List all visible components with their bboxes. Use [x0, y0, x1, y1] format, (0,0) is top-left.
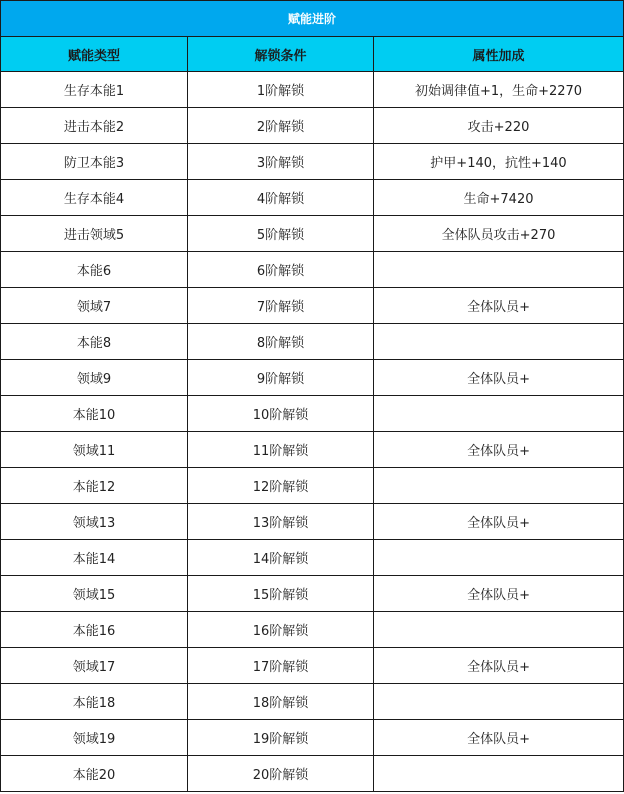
- cell-type: 领域19: [1, 720, 188, 756]
- cell-type: 本能6: [1, 252, 188, 288]
- table-row: [1, 360, 624, 396]
- table-row: [1, 576, 624, 612]
- cell-type: 领域13: [1, 504, 188, 540]
- cell-bonus: 全体队员+: [374, 288, 624, 324]
- table-title-row: [1, 1, 624, 37]
- cell-type: 领域7: [1, 288, 188, 324]
- cell-bonus: [374, 540, 624, 576]
- cell-bonus: 生命+7420: [374, 180, 624, 216]
- cell-type: 本能16: [1, 612, 188, 648]
- cell-type: 生存本能4: [1, 180, 188, 216]
- cell-bonus: 全体队员+: [374, 576, 624, 612]
- table-row: [1, 504, 624, 540]
- table-row: [1, 216, 624, 252]
- cell-bonus: 全体队员攻击+270: [374, 216, 624, 252]
- table-row: [1, 288, 624, 324]
- cell-unlock: 5阶解锁: [188, 216, 374, 252]
- table-row: [1, 144, 624, 180]
- table-row: [1, 684, 624, 720]
- cell-type: 领域15: [1, 576, 188, 612]
- cell-type: 本能20: [1, 756, 188, 792]
- table-row: [1, 432, 624, 468]
- cell-bonus: [374, 684, 624, 720]
- cell-unlock: 8阶解锁: [188, 324, 374, 360]
- cell-bonus: 全体队员+: [374, 504, 624, 540]
- cell-bonus: [374, 252, 624, 288]
- cell-bonus: 护甲+140，抗性+140: [374, 144, 624, 180]
- cell-bonus: [374, 612, 624, 648]
- cell-unlock: 7阶解锁: [188, 288, 374, 324]
- cell-unlock: 10阶解锁: [188, 396, 374, 432]
- cell-type: 本能10: [1, 396, 188, 432]
- cell-bonus: 全体队员+: [374, 720, 624, 756]
- column-header-type: 赋能类型: [1, 37, 188, 72]
- table-row: [1, 72, 624, 108]
- table-row: [1, 540, 624, 576]
- cell-bonus: 全体队员+: [374, 432, 624, 468]
- table-body: [1, 72, 624, 792]
- cell-unlock: 9阶解锁: [188, 360, 374, 396]
- table-row: [1, 756, 624, 792]
- cell-type: 本能8: [1, 324, 188, 360]
- table-row: [1, 396, 624, 432]
- cell-unlock: 11阶解锁: [188, 432, 374, 468]
- table-row: [1, 720, 624, 756]
- table-row: [1, 180, 624, 216]
- cell-unlock: 1阶解锁: [188, 72, 374, 108]
- cell-unlock: 2阶解锁: [188, 108, 374, 144]
- cell-unlock: 16阶解锁: [188, 612, 374, 648]
- cell-unlock: 20阶解锁: [188, 756, 374, 792]
- cell-unlock: 4阶解锁: [188, 180, 374, 216]
- cell-type: 领域9: [1, 360, 188, 396]
- table-row: [1, 108, 624, 144]
- cell-bonus: 全体队员+: [374, 360, 624, 396]
- cell-type: 本能18: [1, 684, 188, 720]
- cell-bonus: 初始调律值+1，生命+2270: [374, 72, 624, 108]
- cell-bonus: 全体队员+: [374, 648, 624, 684]
- table-row: [1, 324, 624, 360]
- cell-unlock: 19阶解锁: [188, 720, 374, 756]
- cell-bonus: [374, 468, 624, 504]
- cell-type: 进击本能2: [1, 108, 188, 144]
- table-title: 赋能进阶: [1, 1, 624, 37]
- table-row: [1, 252, 624, 288]
- cell-unlock: 14阶解锁: [188, 540, 374, 576]
- column-header-unlock: 解锁条件: [188, 37, 374, 72]
- table-row: [1, 648, 624, 684]
- cell-bonus: [374, 756, 624, 792]
- cell-unlock: 15阶解锁: [188, 576, 374, 612]
- cell-unlock: 13阶解锁: [188, 504, 374, 540]
- cell-type: 领域17: [1, 648, 188, 684]
- cell-type: 防卫本能3: [1, 144, 188, 180]
- cell-type: 领域11: [1, 432, 188, 468]
- table-row: [1, 612, 624, 648]
- cell-unlock: 6阶解锁: [188, 252, 374, 288]
- table-header-row: [1, 37, 624, 72]
- cell-bonus: [374, 396, 624, 432]
- cell-type: 本能12: [1, 468, 188, 504]
- cell-unlock: 18阶解锁: [188, 684, 374, 720]
- cell-type: 进击领域5: [1, 216, 188, 252]
- cell-bonus: [374, 324, 624, 360]
- cell-bonus: 攻击+220: [374, 108, 624, 144]
- cell-unlock: 12阶解锁: [188, 468, 374, 504]
- cell-unlock: 17阶解锁: [188, 648, 374, 684]
- table-row: [1, 468, 624, 504]
- column-header-bonus: 属性加成: [374, 37, 624, 72]
- cell-type: 生存本能1: [1, 72, 188, 108]
- cell-unlock: 3阶解锁: [188, 144, 374, 180]
- cell-type: 本能14: [1, 540, 188, 576]
